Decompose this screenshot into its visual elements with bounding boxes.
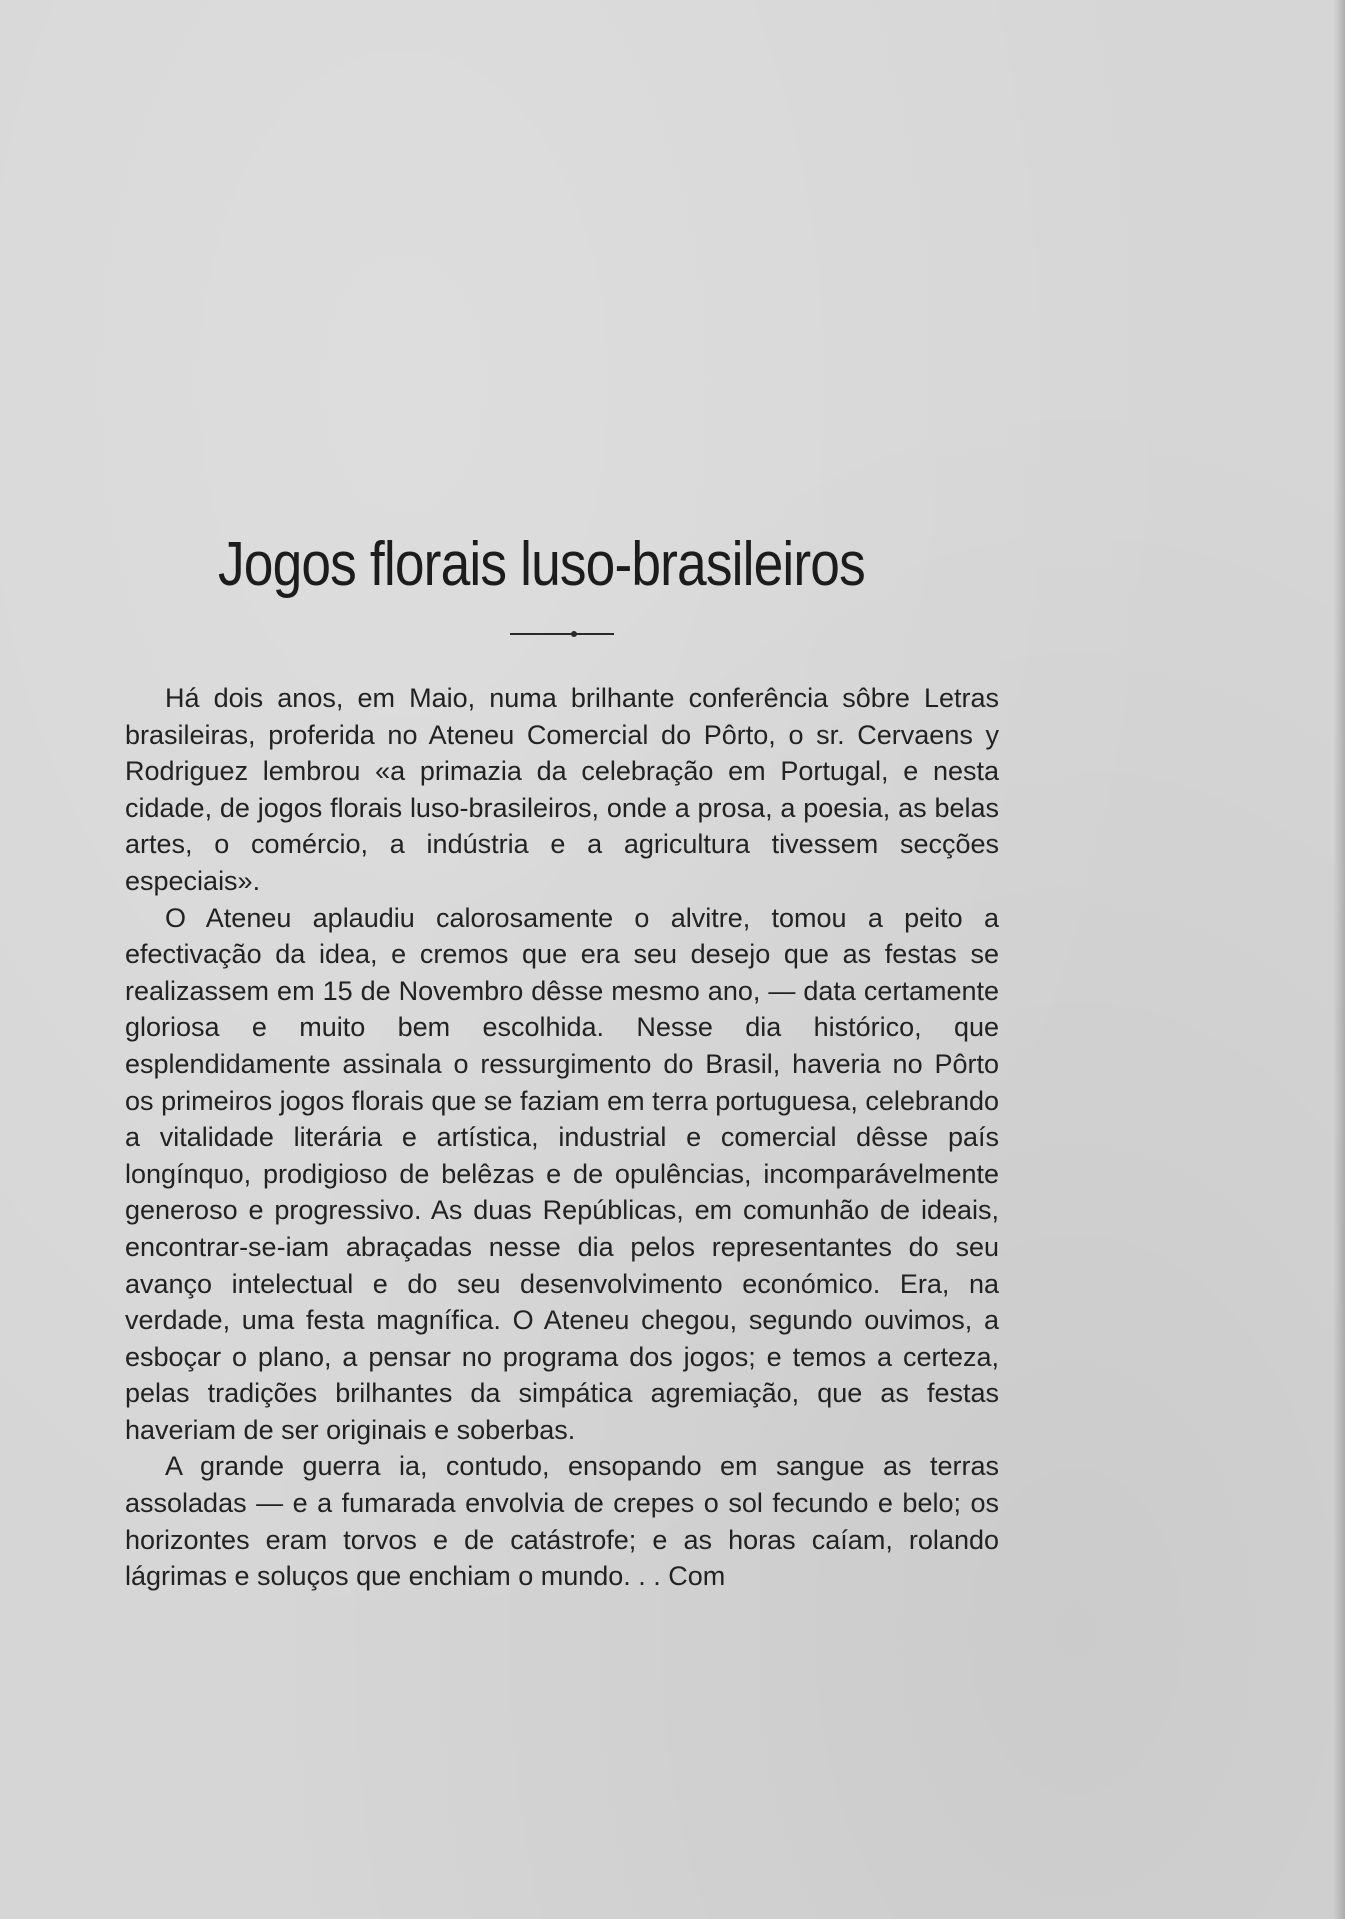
paragraph-1: Há dois anos, em Maio, numa brilhante conferência sôbre Letras brasileiras, proferida no Ateneu Comercial do Pôrto, o sr. Cervaens y Rodriguez lembrou «a primazia da celebração em Portugal, e nesta cidade, de jogos florais luso-brasileiros, onde a prosa, a poesia, as belas artes, o comércio, a indústria e a agricultura tivessem secções especiais». <box>125 683 999 896</box>
body-text <box>125 680 999 1595</box>
page-title: Jogos florais luso-brasileiros <box>218 530 865 599</box>
page-edge-shadow <box>1333 0 1345 1919</box>
divider-ornament <box>571 631 577 637</box>
title-divider <box>510 633 614 635</box>
paragraph-3: A grande guerra ia, contudo, ensopando em sangue as terras assoladas — e a fumarada envolvia de crepes o sol fecundo e belo; os horizontes eram torvos e de catástrofe; e as horas caíam, rolando lágrimas e soluços que enchiam o mundo. . . Com <box>125 1451 999 1592</box>
paragraph-2: O Ateneu aplaudiu calorosamente o alvitre, tomou a peito a efectivação da idea, e cremos que era seu desejo que as festas se realizassem em 15 de Novembro dêsse mesmo ano, — data certamente gloriosa e muito bem escolhida. Nesse dia histórico, que esplendidamente assinala o ressurgimento do Brasil, haveria no Pôrto os primeiros jogos florais que se faziam em terra portuguesa, celebrando a vitalidade literária e artística, industrial e comercial dêsse país longínquo, prodigioso de belêzas e de opulências, incomparávelmente generoso e progressivo. As duas Repúblicas, em comunhão de ideais, encontrar-se-iam abraçadas nesse dia pelos representantes do seu avanço intelectual e do seu desenvolvimento económico. Era, na verdade, uma festa magnífica. O Ateneu chegou, segundo ouvimos, a esboçar o plano, a pensar no programa dos jogos; e temos a certeza, pelas tradições brilhantes da simpática agremiação, que as festas haveriam de ser originais e soberbas. <box>125 902 999 1445</box>
